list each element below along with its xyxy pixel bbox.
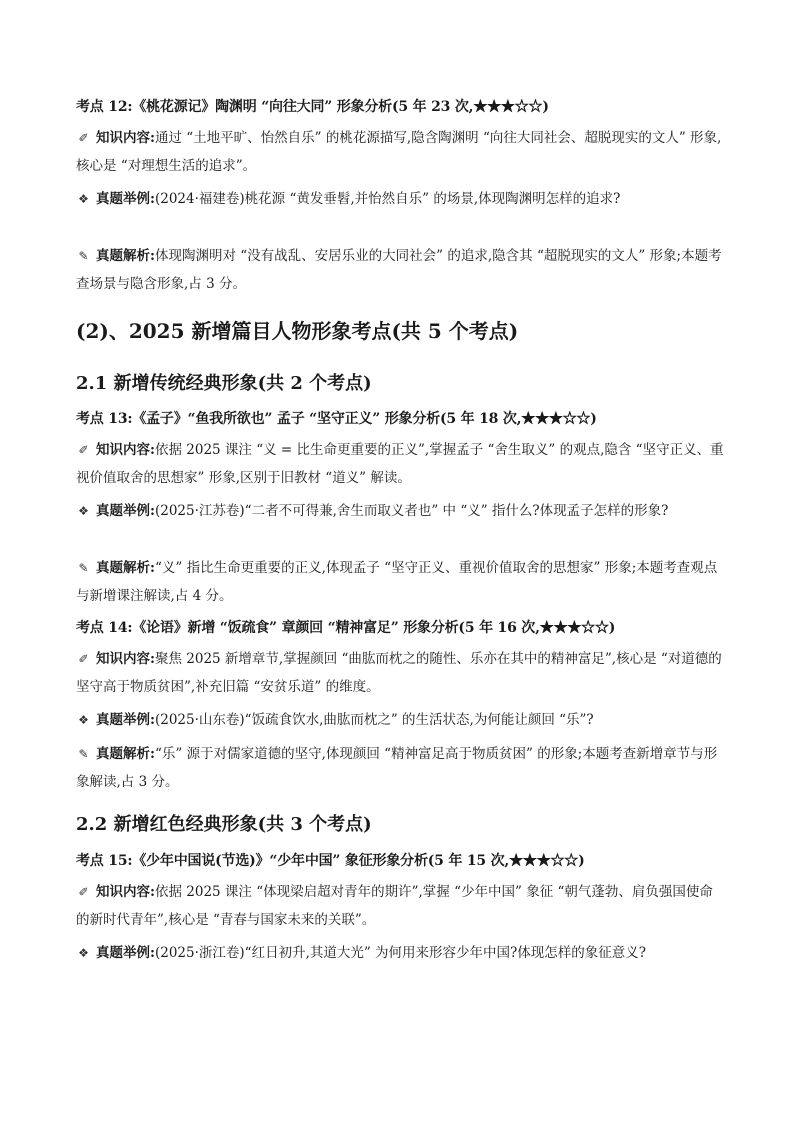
knowledge-label: 知识内容: [96, 651, 155, 667]
kp12-knowledge [76, 124, 726, 180]
kp12-analysis [76, 242, 726, 298]
pencil-icon: ✐ [78, 443, 89, 457]
pencil-icon: ✐ [78, 652, 89, 666]
kp14-knowledge [76, 645, 726, 701]
kp13-example [76, 497, 726, 525]
knowledge-label: 知识内容: [96, 884, 155, 900]
example-label: 真题举例: [96, 945, 155, 961]
kp15-knowledge [76, 878, 726, 934]
kp13-analysis-text: “义” 指比生命更重要的正义,体现孟子 “坚守正义、重视价值取舍的思想家” 形象;本题考查观点与新增课注解读,占 4 分。 [76, 560, 718, 604]
pen-nib-icon: ✎ [78, 249, 89, 263]
kp14-analysis [76, 740, 726, 796]
example-label: 真题举例: [96, 712, 155, 728]
knowledge-label: 知识内容: [96, 130, 155, 146]
kp14-knowledge-text: 聚焦 2025 新增章节,掌握颜回 “曲肱而枕之的随性、乐亦在其中的精神富足”,核心是 “对道德的坚守高于物质贫困”,补充旧篇 “安贫乐道” 的维度。 [76, 651, 722, 695]
kp12-analysis-text: 体现陶渊明对 “没有战乱、安居乐业的大同社会” 的追求,隐含其 “超脱现实的文人” 形象;本题考查场景与隐含形象,占 3 分。 [76, 248, 722, 292]
example-label: 真题举例: [96, 191, 155, 207]
kp15-knowledge-text: 依据 2025 课注 “体现梁启超对青年的期许”,掌握 “少年中国” 象征 “朝气蓬勃、肩负强国使命的新时代青年”,核心是 “青春与国家未来的关联”。 [76, 884, 713, 928]
pencil-icon: ✐ [78, 131, 89, 145]
subsection-2-1-heading: 2.1 新增传统经典形象(共 2 个考点) [76, 373, 372, 394]
section-2-heading: (2)、2025 新增篇目人物形象考点(共 5 个考点) [76, 319, 519, 343]
kp14-title: 考点 14:《论语》新增 “饭疏食” 章颜回 “精神富足” 形象分析(5 年 16 次,★★★☆☆) [76, 620, 616, 636]
kp12-example-text: (2024·福建卷)桃花源 “黄发垂髫,并怡然自乐” 的场景,体现陶渊明怎样的追求? [154, 191, 621, 207]
kp12-title: 考点 12:《桃花源记》陶渊明 “向往大同” 形象分析(5 年 23 次,★★★☆☆) [76, 99, 549, 115]
diamond-bullet-icon: ❖ [78, 946, 89, 960]
pen-nib-icon: ✎ [78, 747, 89, 761]
kp12-knowledge-text: 通过 “土地平旷、怡然自乐” 的桃花源描写,隐含陶渊明 “向往大同社会、超脱现实的文人” 形象,核心是 “对理想生活的追求”。 [76, 130, 722, 174]
example-label: 真题举例: [96, 503, 155, 519]
kp15-example [76, 939, 726, 967]
pencil-icon: ✐ [78, 885, 89, 899]
analysis-label: 真题解析: [96, 248, 155, 264]
kp15-example-text: (2025·浙江卷)“红日初升,其道大光” 为何用来形容少年中国?体现怎样的象征意义? [154, 945, 647, 961]
kp13-analysis [76, 554, 726, 610]
kp14-example [76, 706, 726, 734]
kp13-knowledge [76, 436, 726, 492]
diamond-bullet-icon: ❖ [78, 504, 89, 518]
kp14-example-text: (2025·山东卷)“饭疏食饮水,曲肱而枕之” 的生活状态,为何能让颜回 “乐”? [154, 712, 594, 728]
kp13-knowledge-text: 依据 2025 课注 “义 = 比生命更重要的正义”,掌握孟子 “舍生取义” 的观点,隐含 “坚守正义、重视价值取舍的思想家” 形象,区别于旧教材 “道义” 解读。 [76, 442, 724, 486]
diamond-bullet-icon: ❖ [78, 192, 89, 206]
analysis-label: 真题解析: [96, 746, 155, 762]
pen-nib-icon: ✎ [78, 561, 89, 575]
subsection-2-2-heading: 2.2 新增红色经典形象(共 3 个考点) [76, 814, 372, 835]
kp12-example [76, 185, 726, 213]
kp13-title: 考点 13:《孟子》“鱼我所欲也” 孟子 “坚守正义” 形象分析(5 年 18 次,★★★☆☆) [76, 411, 597, 427]
knowledge-label: 知识内容: [96, 442, 155, 458]
kp13-example-text: (2025·江苏卷)“二者不可得兼,舍生而取义者也” 中 “义” 指什么?体现孟子怎样的形象? [154, 503, 669, 519]
kp14-analysis-text: “乐” 源于对儒家道德的坚守,体现颜回 “精神富足高于物质贫困” 的形象;本题考查新增章节与形象解读,占 3 分。 [76, 746, 718, 790]
diamond-bullet-icon: ❖ [78, 713, 89, 727]
analysis-label: 真题解析: [96, 560, 155, 576]
kp15-title: 考点 15:《少年中国说(节选)》“少年中国” 象征形象分析(5 年 15 次,★★★☆☆) [76, 853, 585, 869]
